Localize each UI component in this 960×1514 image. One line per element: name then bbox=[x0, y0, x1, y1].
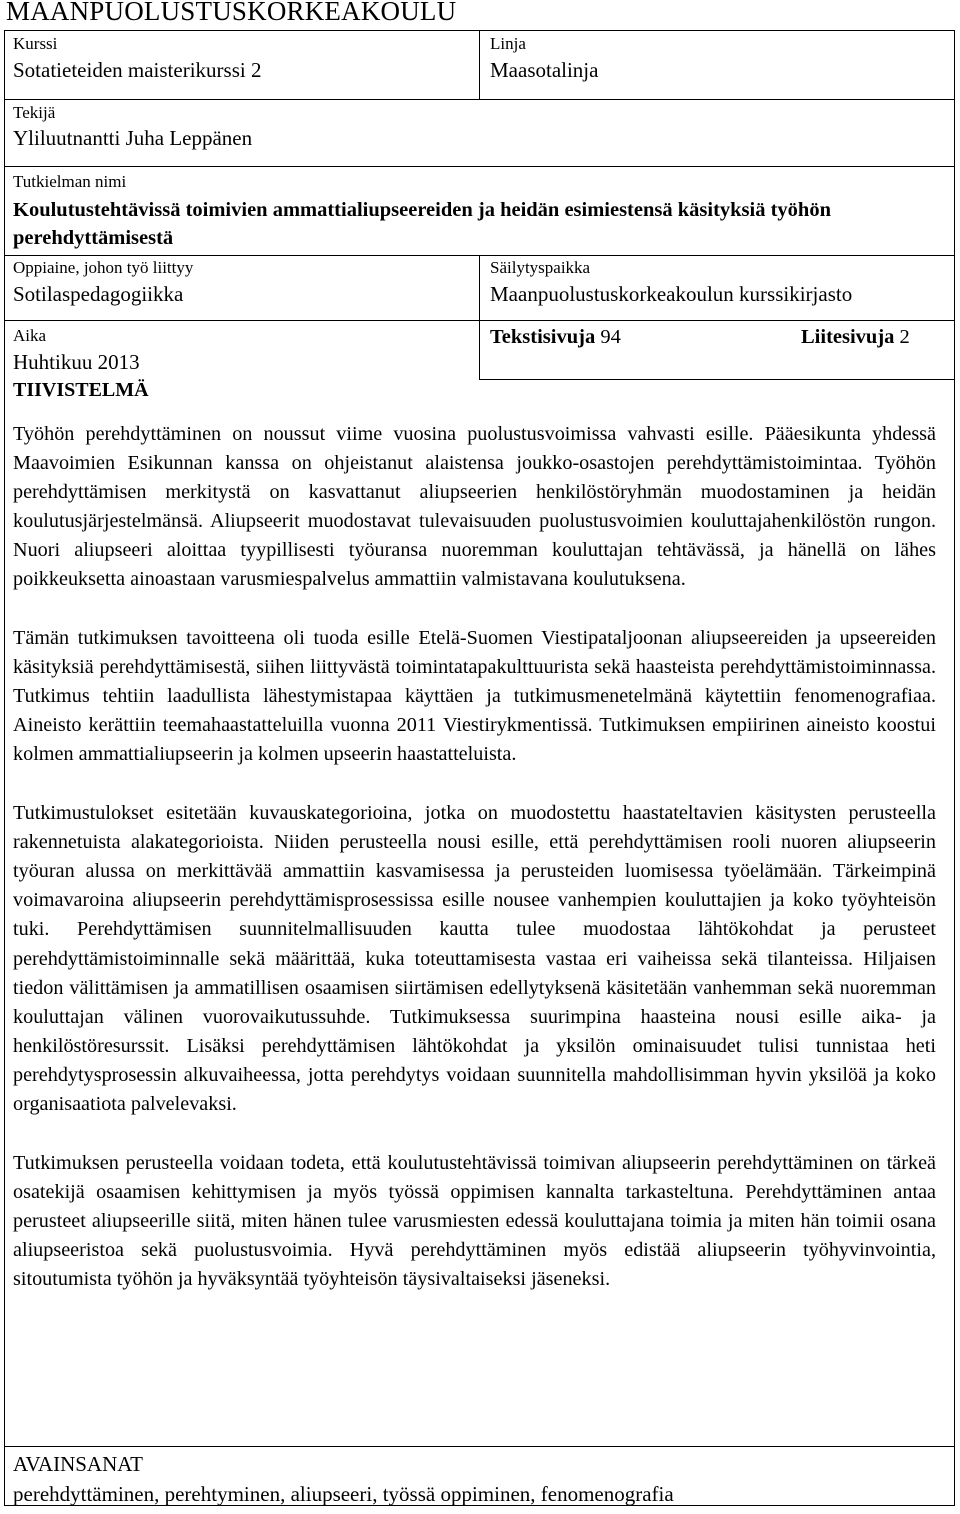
divider-subject-storage bbox=[479, 255, 480, 379]
summary-paragraph: Tutkimustulokset esitetään kuvauskategorioina, jotka on muodostettu haastateltavien käsitysten perusteella rakennetuista alakategorioista. Niiden perusteella nousi esille, että perehdyttämisen rooli nuoren aliupseerin työuran alussa on merkittävää ammattiin kasvamisessa ja perusteiden luomisessa työelämään. Tärkeimpinä voimavaroina aliupseerin perehdyttämisprosessissa esille nousee vanhempien kouluttajien ja koko työyhteisön tuki. Perehdyttämisen suunnitelmallisuuden kautta tulee muodostaa lähtökohdat ja perusteet perehdyttämistoiminnalle sekä määrittää, kuka toteuttamisesta vastaa eri vaiheissa sekä tilanteissa. Hiljaisen tiedon välittämisen ja ammatillisen osaamisen siirtämisen edellytyksenä käsitetään vanhemman sekä nuoremman kouluttajan välinen vuorovaikutussuhde. Tutkimuksessa suurimpina haasteina nousi esille aika- ja henkilöstöresurssit. Lisäksi perehdyttämisen lähtökohdat ja yksilön ominaisuudet tulisi tunnistaa heti perehdytysprosessin alkuvaiheessa, jotta perehdytys voidaan suunnitella mahdollisimman hyvin yksilöä ja koko organisaatiota palvelevaksi. bbox=[13, 802, 936, 1115]
text-pages-value: 94 bbox=[600, 326, 621, 348]
subject-value: Sotilaspedagogiikka bbox=[13, 282, 184, 306]
divider-keywords bbox=[4, 1446, 955, 1447]
summary-body bbox=[13, 420, 936, 1324]
time-label: Aika bbox=[13, 326, 47, 345]
divider-row-5 bbox=[479, 379, 955, 380]
line-value: Maasotalinja bbox=[490, 58, 599, 82]
text-pages-label: Tekstisivuja bbox=[490, 326, 596, 348]
divider-course-line bbox=[479, 30, 480, 99]
summary-paragraph: Tämän tutkimuksen tavoitteena oli tuoda esille Etelä-Suomen Viestipataljoonan aliupseereiden ja upseereiden käsityksiä perehdyttämisestä, siihen liittyvästä toimintatapakulttuurista sekä haasteista perehdyttämistoiminnassa. Tutkimus tehtiin laadullista lähestymistapaa käyttäen ja tutkimusmenetelmänä käytettiin fenomenografiaa. Aineisto kerättiin teemahaastatteluilla vuonna 2011 Viestirykmentissä. Tutkimuksen empiirinen aineisto koostui kolmen ammattialiupseerin ja kolmen upseerin haastatteluista. bbox=[13, 627, 936, 766]
summary-paragraph: Tutkimuksen perusteella voidaan todeta, että koulutustehtävissä toimivan aliupseerin perehdyttäminen on tärkeä osatekijä osaamisen kehittymisen ja myös työssä oppimisen kannalta tarkasteltuna. Perehdyttäminen antaa perusteet aliupseerille siitä, miten hänen tulee varusmiesten edessä kouluttajana toimia ja miten hän toimii osana aliupseeristoa sekä puolustusvoimia. Hyvä perehdyttäminen myös edistää aliupseerin työhyvinvointia, sitoutumista työhön ja hyväksyntää työyhteisön täysivaltaiseksi jäseneksi. bbox=[13, 1151, 936, 1290]
thesis-title-label: Tutkielman nimi bbox=[13, 172, 127, 191]
subject-label: Oppiaine, johon työ liittyy bbox=[13, 258, 194, 277]
summary-heading: TIIVISTELMÄ bbox=[13, 379, 149, 401]
keywords-value: perehdyttäminen, perehtyminen, aliupseeri, työssä oppiminen, fenomenografia bbox=[13, 1482, 674, 1506]
appendix-pages-value: 2 bbox=[899, 326, 910, 348]
institution-title: MAANPUOLUSTUSKORKEAKOULU bbox=[6, 0, 457, 26]
divider-row-2 bbox=[4, 166, 955, 167]
author-label: Tekijä bbox=[13, 103, 56, 122]
course-label: Kurssi bbox=[13, 34, 58, 53]
appendix-pages-label: Liitesivuja bbox=[801, 326, 895, 348]
divider-row-1 bbox=[4, 99, 955, 100]
time-value: Huhtikuu 2013 bbox=[13, 350, 140, 374]
storage-value: Maanpuolustuskorkeakoulun kurssikirjasto bbox=[490, 282, 853, 306]
storage-label: Säilytyspaikka bbox=[490, 258, 591, 277]
line-label: Linja bbox=[490, 34, 526, 53]
author-value: Yliluutnantti Juha Leppänen bbox=[13, 126, 253, 150]
summary-paragraph: Työhön perehdyttäminen on noussut viime vuosina puolustusvoimissa vahvasti esille. Pääesikunta yhdessä Maavoimien Esikunnan kanssa on ohjeistanut alaistensa joukko-osastojen perehdyttämistoimintaa. Työhön perehdyttämisen merkitystä on kasvattanut aliupseerien henkilöstöryhmän muodostaminen ja heidän koulutusjärjestelmänsä. Aliupseerit muodostavat tulevaisuuden puolustusvoimien kouluttajahenkilöstön rungon. Nuori aliupseeri aloittaa tyypillisesti työuransa nuoremman kouluttajan tehtävässä, ja hänellä on lähes poikkeuksetta ainoastaan varusmiespalvelus ammattiin valmistavana koulutuksena. bbox=[13, 423, 936, 591]
thesis-title-value: Koulutustehtävissä toimivien ammattialiupseereiden ja heidän esimiestensä käsityksiä työhön perehdyttämisestä bbox=[13, 199, 831, 249]
text-pages bbox=[490, 326, 621, 349]
keywords-heading: AVAINSANAT bbox=[13, 1452, 143, 1476]
appendix-pages bbox=[801, 326, 910, 349]
course-value: Sotatieteiden maisterikurssi 2 bbox=[13, 58, 262, 82]
divider-row-4 bbox=[4, 320, 955, 321]
